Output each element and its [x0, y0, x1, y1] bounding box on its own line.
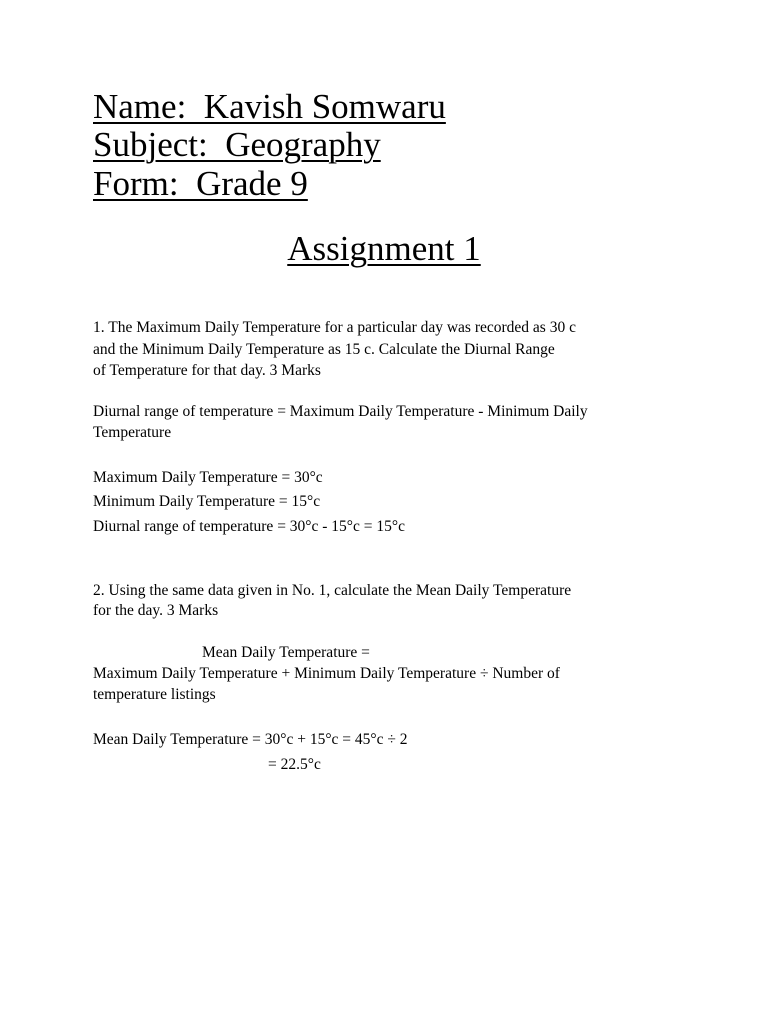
q2-prompt-line: for the day. 3 Marks	[93, 602, 219, 619]
student-name: Name: Kavish Somwaru	[93, 87, 446, 126]
assignment-title: Assignment 1	[287, 229, 481, 268]
subject: Subject: Geography	[93, 125, 381, 164]
q2-result-line: = 22.5°c	[268, 756, 321, 773]
q1-prompt-line: 1. The Maximum Daily Temperature for a particular day was recorded as 30 c	[93, 319, 576, 336]
q1-working-line: Minimum Daily Temperature = 15°c	[93, 493, 321, 510]
q1-formula-line: Diurnal range of temperature = Maximum Daily Temperature - Minimum Daily	[93, 403, 588, 420]
q1-prompt-line: of Temperature for that day. 3 Marks	[93, 362, 321, 379]
q2-working-line: Mean Daily Temperature = 30°c + 15°c = 45°c ÷ 2	[93, 731, 408, 748]
q1-working-line: Maximum Daily Temperature = 30°c	[93, 469, 323, 486]
form-grade: Form: Grade 9	[93, 164, 308, 203]
q2-formula-line: temperature listings	[93, 686, 216, 703]
q1-formula-line: Temperature	[93, 424, 172, 441]
q2-formula-heading: Mean Daily Temperature =	[202, 644, 370, 661]
q2-prompt-line: 2. Using the same data given in No. 1, calculate the Mean Daily Temperature	[93, 582, 572, 599]
q1-working-line: Diurnal range of temperature = 30°c - 15°c = 15°c	[93, 518, 405, 535]
q2-formula-line: Maximum Daily Temperature + Minimum Daily Temperature ÷ Number of	[93, 665, 560, 682]
q1-prompt-line: and the Minimum Daily Temperature as 15 c. Calculate the Diurnal Range	[93, 341, 555, 358]
